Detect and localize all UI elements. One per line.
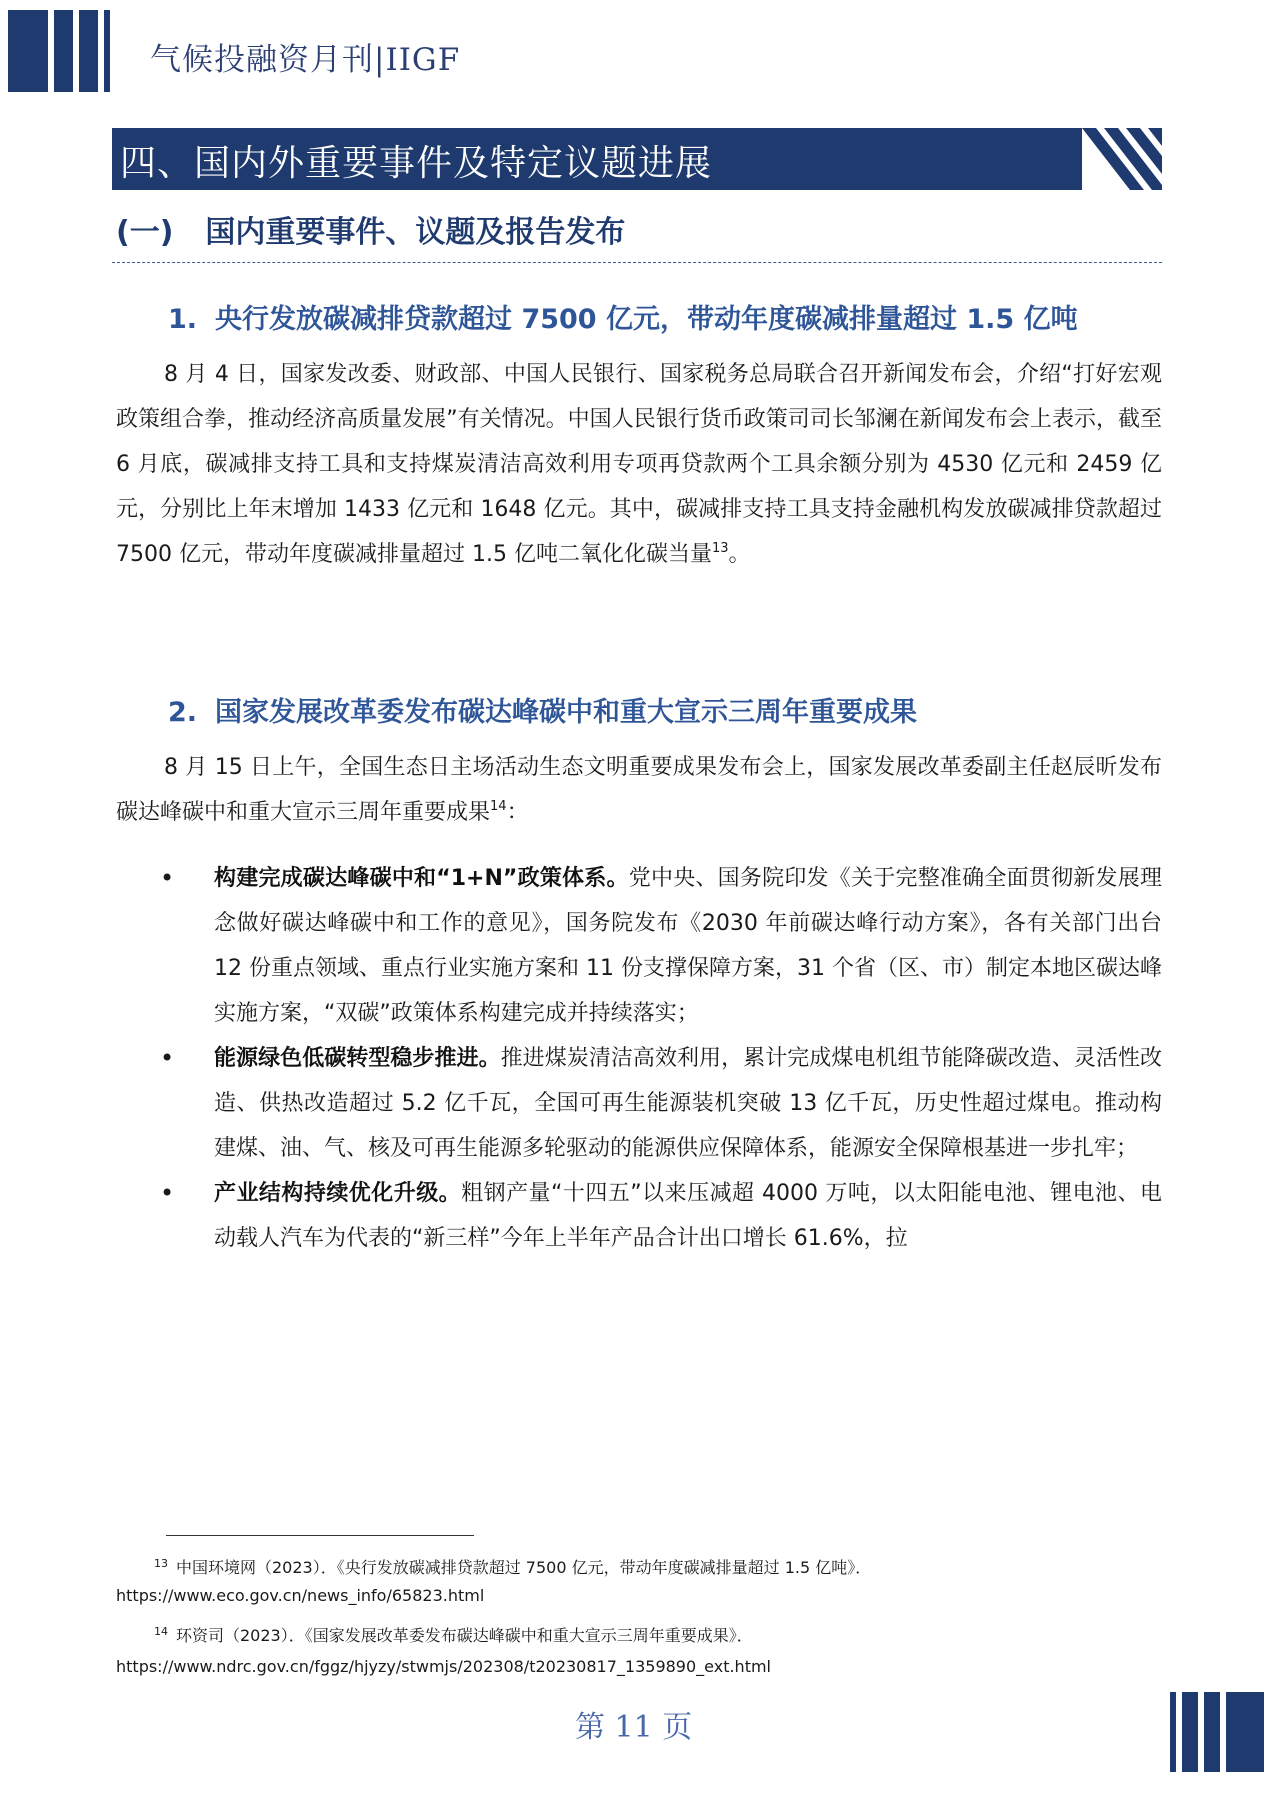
footer-bar [1182,1692,1198,1772]
footnote-ref[interactable]: 13 [711,541,729,556]
header-bar [54,10,73,92]
item-number: 2. [168,697,198,728]
item-1-paragraph: 8 月 4 日，国家发改委、财政部、中国人民银行、国家税务总局联合召开新闻发布会，介绍“打好宏观政策组合拳，推动经济高质量发展”有关情况。中国人民银行货币政策司司长邹澜在新闻发布会上表示，截至 6 月底，碳减排支持工具和支持煤炭清洁高效利用专项再贷款两个工具余额分别为 4530 亿元和 2459 亿元，分别比上年末增加 1433 亿元和 1648 亿元。其中，碳减排支持工具支持金融机构发放碳减排贷款超过 7500 亿元，带动年度碳减排量超过 1.5 亿吨二氧化化碳当量$^{13}$。 [116,362,1162,567]
banner-stripes-icon [1082,128,1162,190]
footnote-divider [166,1535,474,1536]
paragraph-text: 8 月 4 日，国家发改委、财政部、中国人民银行、国家税务总局联合召开新闻发布会，介绍“打好宏观政策组合拳，推动经济高质量发展”有关情况。中国人民银行货币政策司司长邹澜在新闻发布会上表示，截至 6 月底，碳减排支持工具和支持煤炭清洁高效利用专项再贷款两个工具余额分别为 4530 亿元和 2459 亿元，分别比上年末增加 1433 亿元和 1648 亿元。其中，碳减排支持工具支持金融机构发放碳减排贷款超过 7500 亿元，带动年度碳减排量超过 1.5 亿吨二氧化化碳当量 [116,362,1162,567]
footnote-13-url[interactable]: https://www.eco.gov.cn/news_info/65823.html [116,1586,485,1605]
header-decoration-bars [8,10,110,92]
header-bar [104,10,110,92]
footnote-13 [116,1552,871,1580]
section-banner [112,128,1162,190]
list-item [160,856,1162,1036]
bullet-icon: • [160,864,175,892]
item-1-heading [168,297,1078,336]
list-item-text: 党中央、国务院印发《关于完整准确全面贯彻新发展理念做好碳达峰碳中和工作的意见》，国务院发布《2030 年前碳达峰行动方案》，各有关部门出台 12 份重点领域、重点行业实施方案和 11 份支撑保障方案，31 个省（区、市）制定本地区碳达峰实施方案，“双碳”政策体系构建完成并持续落实； [214,866,1162,1026]
achievement-list [160,856,1162,1261]
list-item [160,1036,1162,1171]
page-number: 第 11 页 [575,1710,693,1745]
item-number: 1. [168,304,198,335]
bullet-icon: • [160,1179,175,1207]
footnote-14-url[interactable]: https://www.ndrc.gov.cn/fggz/hjyzy/stwmjs/202308/t20230817_1359890_ext.html [116,1657,771,1676]
section-title: 四、国内外重要事件及特定议题进展 [120,143,713,184]
list-item-lead: 能源绿色低碳转型稳步推进。 [214,1046,501,1071]
footnote-text: 环资司（2023）．《国家发展改革委发布碳达峰碳中和重大宣示三周年重要成果》． [176,1626,753,1645]
paragraph-text: 8 月 15 日上午，全国生态日主场活动生态文明重要成果发布会上，国家发展改革委副主任赵辰昕发布碳达峰碳中和重大宣示三周年重要成果 [116,755,1162,825]
footnote-14 [116,1620,753,1648]
header-bar [79,10,98,92]
footer-bar [1204,1692,1220,1772]
list-item-lead: 构建完成碳达峰碳中和“1+N”政策体系。 [214,866,629,891]
bullet-icon: • [160,1044,175,1072]
list-item [160,1171,1162,1261]
item-title: 国家发展改革委发布碳达峰碳中和重大宣示三周年重要成果 [215,697,918,728]
footer-bar [1226,1692,1264,1772]
subsection-title: 国内重要事件、议题及报告发布 [205,215,626,250]
footer-decoration-bars [1170,1692,1264,1772]
item-2-paragraph: 8 月 15 日上午，全国生态日主场活动生态文明重要成果发布会上，国家发展改革委副主任赵辰昕发布碳达峰碳中和重大宣示三周年重要成果$^{14}$： [116,755,1162,825]
subsection-heading [116,207,625,251]
list-item-text: 粗钢产量“十四五”以来压减超 4000 万吨，以太阳能电池、锂电池、电动载人汽车为代表的“新三样”今年上半年产品合计出口增长 61.6%，拉 [214,1181,1162,1251]
subsection-number: (一) [116,215,174,250]
footnote-text: 中国环境网（2023）．《央行发放碳减排贷款超过 7500 亿元，带动年度碳减排量超过 1.5 亿吨》． [176,1558,872,1577]
footnote-number: 14 [154,1625,168,1638]
publication-title: 气候投融资月刊|IIGF [150,42,461,78]
footnote-number: 13 [154,1557,168,1570]
list-item-text: 推进煤炭清洁高效利用，累计完成煤电机组节能降碳改造、灵活性改造、供热改造超过 5.2 亿千瓦，全国可再生能源装机突破 13 亿千瓦，历史性超过煤电。推动构建煤、油、气、核及可再生能源多轮驱动的能源供应保障体系，能源安全保障根基进一步扎牢； [214,1046,1162,1161]
header-bar [8,10,48,92]
footer-bar [1170,1692,1176,1772]
dotted-divider [112,262,1162,263]
list-item-lead: 产业结构持续优化升级。 [214,1181,462,1206]
item-title: 央行发放碳减排贷款超过 7500 亿元，带动年度碳减排量超过 1.5 亿吨 [215,304,1078,335]
footnote-ref[interactable]: 14 [490,799,507,814]
item-2-heading [168,690,917,729]
